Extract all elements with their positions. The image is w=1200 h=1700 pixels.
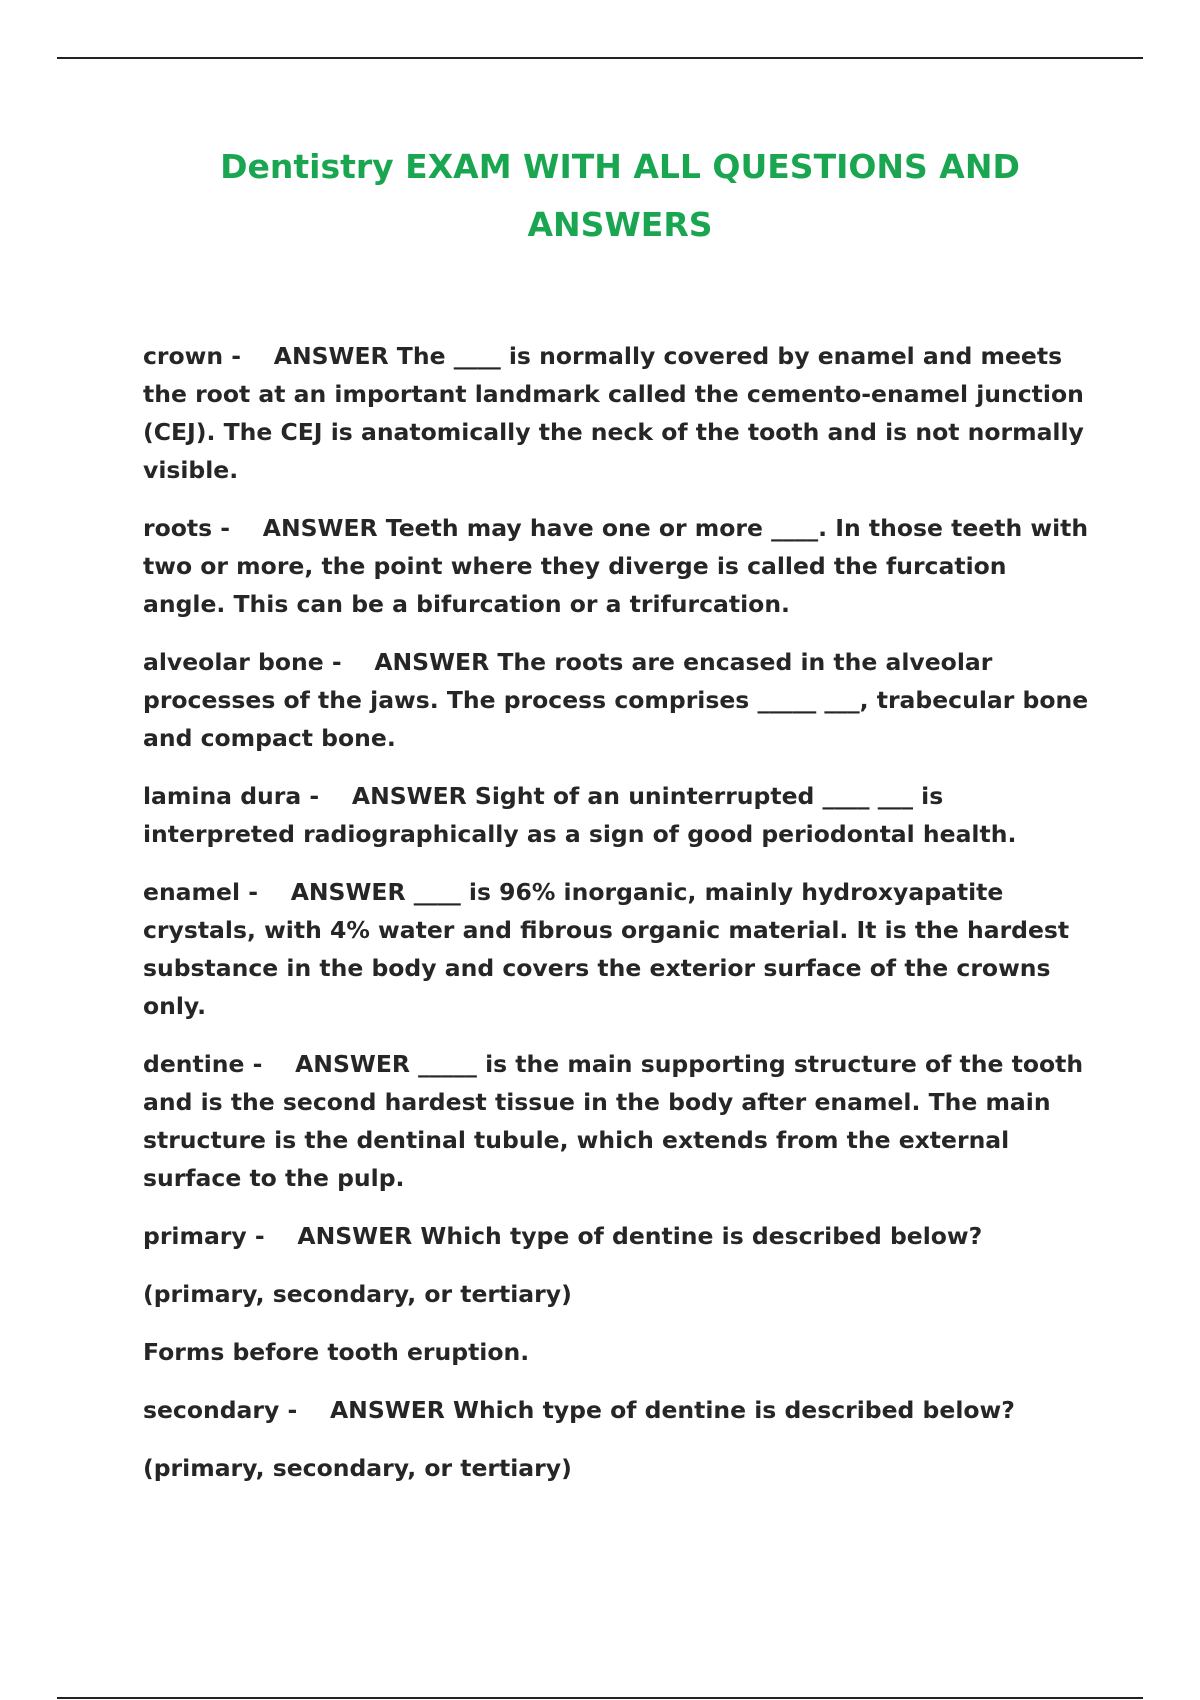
- qa-item-dentine: [143, 1045, 1093, 1197]
- qa-term: lamina dura -: [143, 782, 320, 810]
- qa-term: alveolar bone -: [143, 648, 342, 676]
- qa-item-crown: [143, 337, 1093, 489]
- qa-answer: ANSWER Which type of dentine is described below?: [330, 1396, 1015, 1424]
- qa-item-secondary: [143, 1391, 1093, 1429]
- qa-item-roots: [143, 509, 1093, 623]
- qa-item-enamel: [143, 873, 1093, 1025]
- top-rule: [57, 57, 1143, 59]
- qa-term: roots -: [143, 514, 231, 542]
- qa-answer: ANSWER The roots are encased in the alveolar processes of the jaws. The process comprises _____ ___, trabecular bone and compact bone.: [143, 648, 1089, 752]
- qa-extra-line: (primary, secondary, or tertiary): [143, 1454, 572, 1482]
- qa-term: secondary -: [143, 1396, 298, 1424]
- qa-answer: ANSWER Which type of dentine is described below?: [297, 1222, 983, 1250]
- qa-item-alveolar-bone: [143, 643, 1093, 757]
- bottom-rule: [57, 1697, 1143, 1699]
- qa-answer: ANSWER The ____ is normally covered by enamel and meets the root at an important landmark called the cemento-enamel junction (CEJ). The CEJ is anatomically the neck of the tooth and is not normally visible.: [143, 342, 1084, 484]
- qa-extra-line: (primary, secondary, or tertiary): [143, 1280, 572, 1308]
- qa-term: enamel -: [143, 878, 258, 906]
- qa-extra-line: Forms before tooth eruption.: [143, 1338, 530, 1366]
- qa-answer: ANSWER _____ is the main supporting structure of the tooth and is the second hardest tissue in the body after enamel. The main structure is the dentinal tubule, which extends from the external surface to the pulp.: [143, 1050, 1084, 1192]
- qa-term: primary -: [143, 1222, 265, 1250]
- qa-item-lamina-dura: [143, 777, 1093, 853]
- qa-answer: ANSWER Sight of an uninterrupted ____ ___ is interpreted radiographically as a sign of good periodontal health.: [143, 782, 1017, 848]
- qa-term: crown -: [143, 342, 242, 370]
- qa-item-primary: [143, 1217, 1093, 1255]
- document-title: Dentistry EXAM WITH ALL QUESTIONS AND ANSWERS: [220, 147, 1020, 244]
- qa-list: [143, 337, 1093, 1507]
- qa-term: dentine -: [143, 1050, 263, 1078]
- qa-answer: ANSWER ____ is 96% inorganic, mainly hydroxyapatite crystals, with 4% water and fibrous organic material. It is the hardest substance in the body and covers the exterior surface of the crowns only.: [143, 878, 1070, 1020]
- qa-answer: ANSWER Teeth may have one or more ____. In those teeth with two or more, the point where they diverge is called the furcation angle. This can be a bifurcation or a trifurcation.: [143, 514, 1089, 618]
